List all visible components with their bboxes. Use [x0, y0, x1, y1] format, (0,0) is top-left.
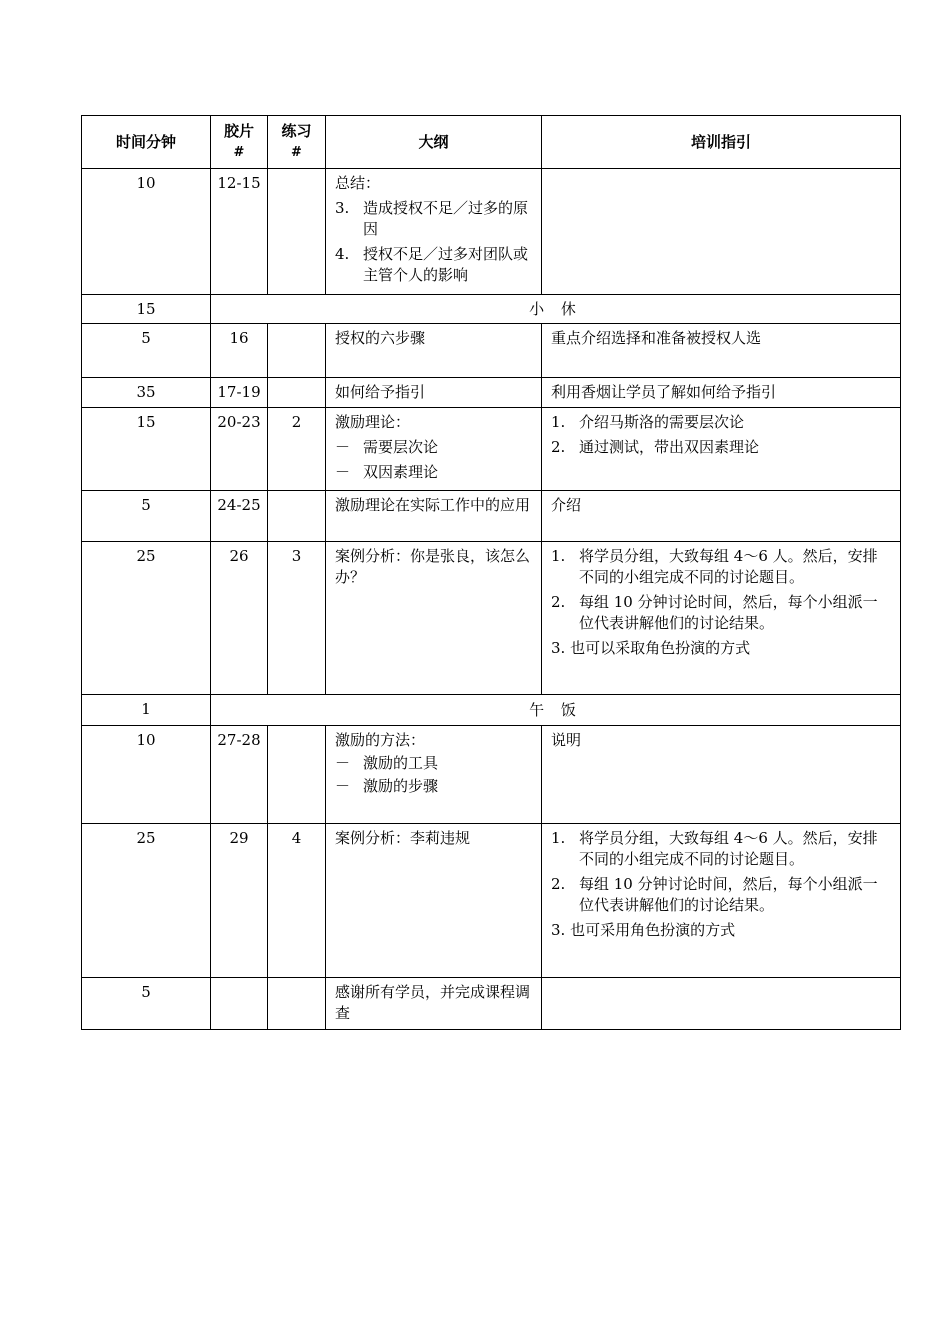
table-row — [82, 726, 901, 824]
training-schedule-table — [81, 115, 901, 1030]
guide-item — [551, 874, 892, 916]
cell-slide: 26 — [211, 542, 268, 695]
header-exercise-hash: # — [291, 145, 302, 160]
outline-item-text: 激励的步骤 — [363, 777, 439, 795]
guide-item-text: 通过测试，带出双因素理论 — [579, 438, 760, 456]
cell-outline: 感谢所有学员，并完成课程调查 — [326, 978, 542, 1030]
outline-title: 激励的方法： — [335, 731, 426, 749]
outline-item-marker: － — [335, 463, 351, 481]
cell-time: 25 — [82, 824, 211, 978]
cell-time: 5 — [82, 324, 211, 378]
cell-outline: 案例分析：李莉违规 — [326, 824, 542, 978]
outline-item-marker: 3. — [335, 199, 350, 217]
guide-item-text: 每组 10 分钟讨论时间，然后，每个小组派一位代表讲解他们的讨论结果。 — [579, 875, 878, 914]
cell-guide — [542, 542, 901, 695]
table-row — [82, 169, 901, 295]
cell-slide: 16 — [211, 324, 268, 378]
guide-item — [551, 828, 892, 870]
guide-item-marker: 2. — [551, 438, 566, 456]
cell-exercise — [268, 726, 326, 824]
outline-item — [335, 244, 533, 286]
guide-item-marker: 1. — [551, 413, 566, 431]
guide-item-text: 介绍马斯洛的需要层次论 — [579, 413, 745, 431]
cell-exercise: 2 — [268, 408, 326, 491]
outline-item-marker: － — [335, 754, 351, 772]
cell-exercise — [268, 491, 326, 542]
header-time: 时间分钟 — [82, 116, 211, 169]
outline-title: 激励理论： — [335, 413, 411, 431]
table-row — [82, 542, 901, 695]
cell-guide — [542, 978, 901, 1030]
cell-outline — [326, 408, 542, 491]
guide-item-marker: 2. — [551, 875, 566, 893]
cell-outline: 激励理论在实际工作中的应用 — [326, 491, 542, 542]
header-exercise-label: 练习 — [281, 122, 312, 140]
guide-item — [551, 546, 892, 588]
cell-slide: 27-28 — [211, 726, 268, 824]
cell-time: 5 — [82, 978, 211, 1030]
outline-item-text: 双因素理论 — [363, 463, 439, 481]
table-row — [82, 824, 901, 978]
table-row — [82, 324, 901, 378]
outline-item-text: 需要层次论 — [363, 438, 439, 456]
cell-exercise — [268, 978, 326, 1030]
break-label: 午 饭 — [211, 695, 901, 726]
table-row-break — [82, 295, 901, 324]
cell-slide: 17-19 — [211, 378, 268, 408]
guide-item-text: 将学员分组，大致每组 4～6 人。然后，安排不同的小组完成不同的讨论题目。 — [579, 829, 878, 868]
cell-exercise: 4 — [268, 824, 326, 978]
outline-title: 总结： — [335, 174, 381, 192]
table-row — [82, 378, 901, 408]
cell-exercise — [268, 378, 326, 408]
cell-time: 15 — [82, 408, 211, 491]
table-row — [82, 491, 901, 542]
table-row — [82, 978, 901, 1030]
cell-exercise — [268, 169, 326, 295]
cell-time: 10 — [82, 169, 211, 295]
header-slide-hash: # — [233, 145, 245, 160]
outline-item-marker: － — [335, 438, 351, 456]
cell-outline: 案例分析：你是张良，该怎么办？ — [326, 542, 542, 695]
cell-guide — [542, 824, 901, 978]
cell-guide: 重点介绍选择和准备被授权人选 — [542, 324, 901, 378]
cell-time: 15 — [82, 295, 211, 324]
guide-item — [551, 592, 892, 634]
guide-item-marker: 1. — [551, 547, 566, 565]
outline-item — [335, 437, 533, 458]
outline-item-marker: － — [335, 777, 351, 795]
outline-item-text: 授权不足／过多对团队或主管个人的影响 — [363, 245, 529, 284]
cell-guide: 说明 — [542, 726, 901, 824]
guide-extra: 3. 也可以采取角色扮演的方式 — [551, 639, 751, 657]
outline-item-marker: 4. — [335, 245, 350, 263]
guide-item-marker: 1. — [551, 829, 566, 847]
cell-guide — [542, 408, 901, 491]
cell-slide: 20-23 — [211, 408, 268, 491]
outline-item-text: 激励的工具 — [363, 754, 439, 772]
header-slide — [211, 116, 268, 169]
cell-time: 10 — [82, 726, 211, 824]
guide-item — [551, 412, 892, 433]
cell-exercise: 3 — [268, 542, 326, 695]
table-header-row — [82, 116, 901, 169]
cell-slide: 24-25 — [211, 491, 268, 542]
cell-guide — [542, 169, 901, 295]
outline-item — [335, 753, 533, 774]
cell-outline: 如何给予指引 — [326, 378, 542, 408]
guide-item-text: 每组 10 分钟讨论时间，然后，每个小组派一位代表讲解他们的讨论结果。 — [579, 593, 878, 632]
cell-slide: 29 — [211, 824, 268, 978]
cell-slide — [211, 978, 268, 1030]
header-outline: 大纲 — [326, 116, 542, 169]
header-guide: 培训指引 — [542, 116, 901, 169]
outline-item — [335, 776, 533, 797]
cell-time: 1 — [82, 695, 211, 726]
table-row-break — [82, 695, 901, 726]
header-slide-label: 胶片 — [223, 122, 254, 140]
cell-slide: 12-15 — [211, 169, 268, 295]
outline-item-text: 造成授权不足／过多的原因 — [363, 199, 529, 238]
cell-time: 25 — [82, 542, 211, 695]
guide-item-marker: 2. — [551, 593, 566, 611]
break-label: 小 休 — [211, 295, 901, 324]
cell-time: 35 — [82, 378, 211, 408]
cell-guide: 介绍 — [542, 491, 901, 542]
cell-exercise — [268, 324, 326, 378]
guide-item — [551, 437, 892, 458]
cell-outline: 授权的六步骤 — [326, 324, 542, 378]
cell-outline — [326, 169, 542, 295]
table-row — [82, 408, 901, 491]
cell-guide: 利用香烟让学员了解如何给予指引 — [542, 378, 901, 408]
outline-item — [335, 462, 533, 483]
cell-time: 5 — [82, 491, 211, 542]
cell-outline — [326, 726, 542, 824]
header-exercise — [268, 116, 326, 169]
outline-item — [335, 198, 533, 240]
guide-item-text: 将学员分组，大致每组 4～6 人。然后，安排不同的小组完成不同的讨论题目。 — [579, 547, 878, 586]
guide-extra: 3. 也可采用角色扮演的方式 — [551, 921, 736, 939]
